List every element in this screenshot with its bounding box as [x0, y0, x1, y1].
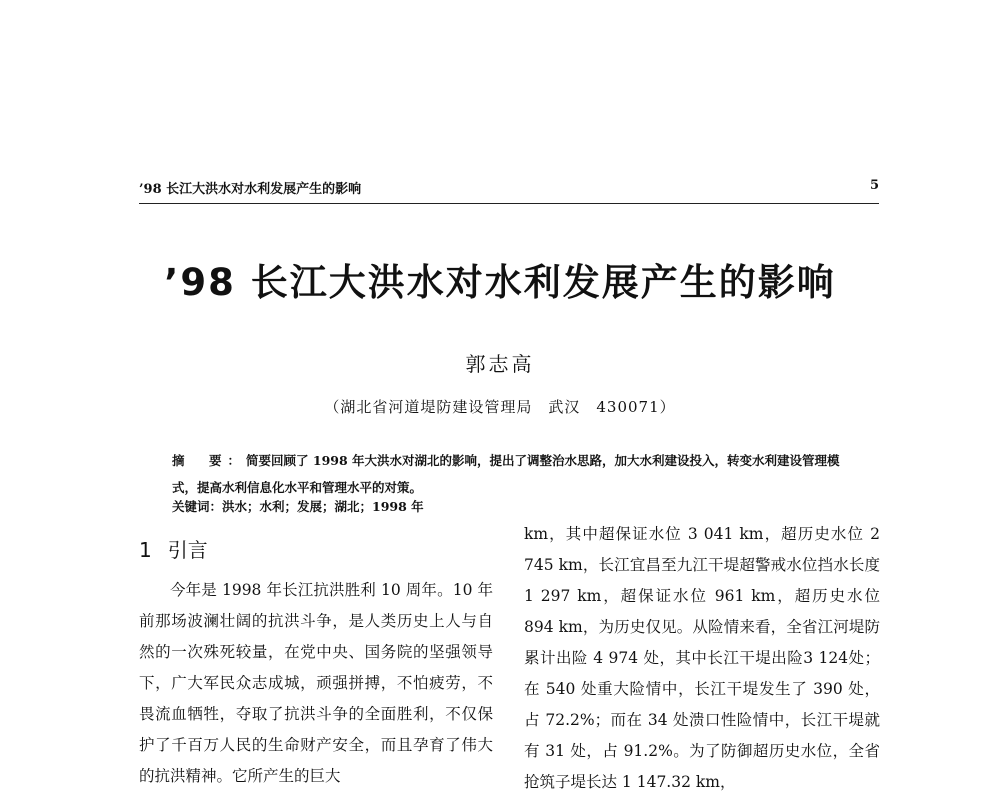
running-header-title: ’98 长江大洪水对水利发展产生的影响: [139, 182, 362, 197]
running-header: [139, 178, 879, 200]
section-number: 1: [139, 538, 152, 562]
left-column: [139, 535, 493, 792]
right-column-text: km，其中超保证水位 3 041 km，超历史水位 2 745 km，长江宜昌至九江干堤超警戒水位挡水长度 1 297 km，超保证水位 961 km，超历史水位 894 km，为历史仅见。从险情来看，全省江河堤防累计出险 4 974 处，其中长江干堤出险3 124处；在 540 处重大险情中，长江干堤发生了 390 处，占 72.2%；而在 34 处溃口性险情中，长江干堤就有 31 处，占 91.2%。为了防御超历史水位，全省抢筑子堤长达 1 147.32 km，: [524, 525, 880, 791]
abstract-text: 简要回顾了 1998 年大洪水对湖北的影响，提出了调整治水思路，加大水利建设投入，转变水利建设管理模式，提高水利信息化水平和管理水平的对策。: [172, 453, 840, 495]
header-rule: [139, 203, 879, 204]
keywords-label: 关键词：: [172, 499, 223, 514]
author-affiliation: （湖北省河道堤防建设管理局 武汉 430071）: [324, 398, 676, 416]
intro-paragraph: 今年是 1998 年长江抗洪胜利 10 周年。10 年前那场波澜壮阔的抗洪斗争，是人类历史上人与自然的一次殊死较量，在党中央、国务院的坚强领导下，广大军民众志成城，顽强拼搏，不怕疲劳，不畏流血牺牲，夺取了抗洪斗争的全面胜利，不仅保护了千百万人民的生命财产安全，而且孕育了伟大的抗洪精神。它所产生的巨大: [139, 581, 493, 785]
section-title: 引言: [167, 538, 208, 562]
author-name: 郭志高: [465, 352, 535, 376]
keywords-text: 洪水；水利；发展；湖北；1998 年: [222, 499, 424, 514]
section-heading: [139, 535, 493, 565]
keywords: [172, 497, 862, 515]
abstract-label: 摘 要：: [172, 453, 247, 468]
article-title: ’98 长江大洪水对水利发展产生的影响: [164, 261, 836, 304]
abstract: [172, 447, 862, 501]
page-number: 5: [869, 178, 879, 193]
